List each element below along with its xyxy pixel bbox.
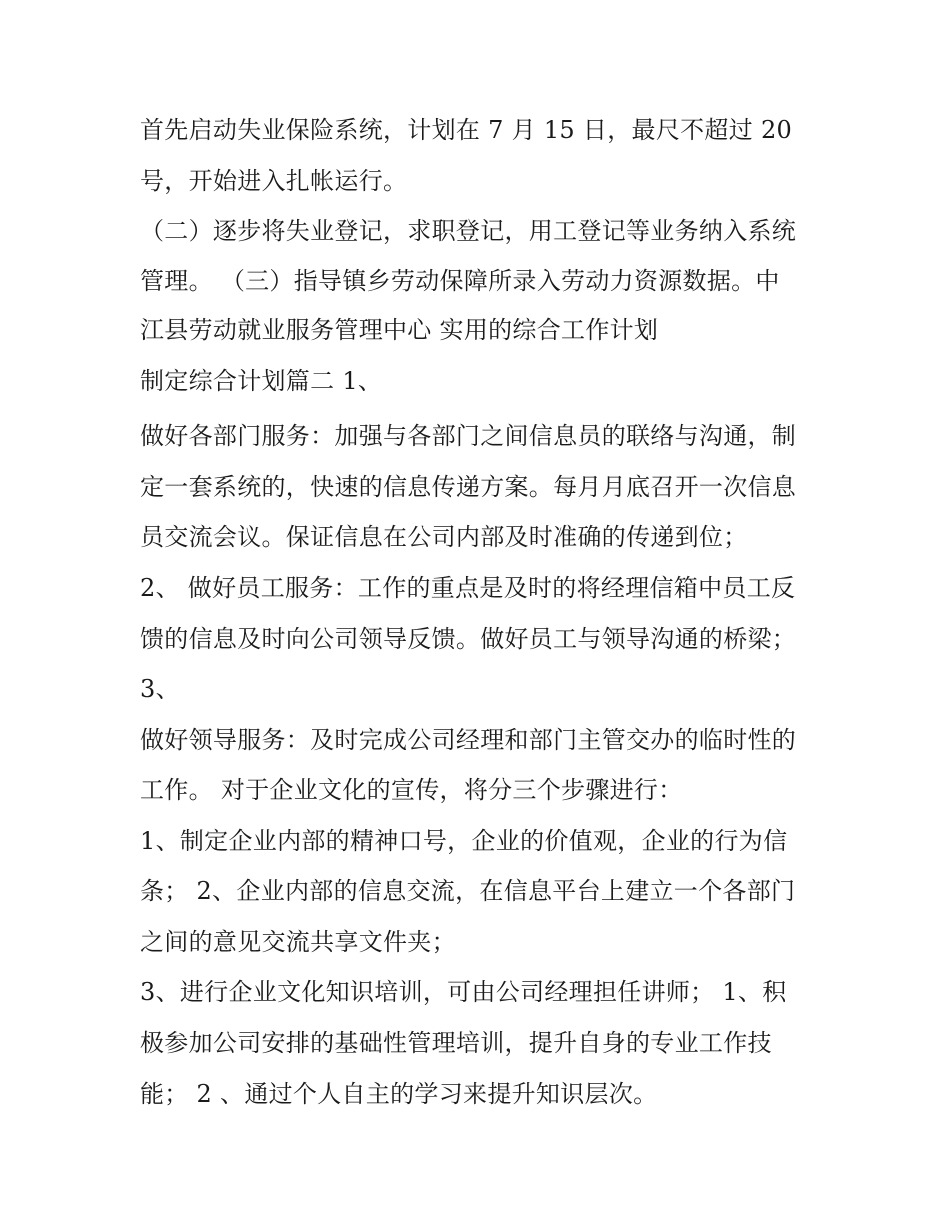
text-line: 之间的意见交流共享文件夹； — [140, 928, 456, 956]
text-line: 能； 2 、通过个人自主的学习来提升知识层次。 — [140, 1080, 658, 1108]
text-line: 制定综合计划篇二 1、 — [140, 367, 383, 395]
text-line: 条； 2、企业内部的信息交流，在信息平台上建立一个各部门 — [140, 877, 796, 905]
text-line: 2、 做好员工服务：工作的重点是及时的将经理信箱中员工反 — [140, 574, 796, 602]
text-line: 员交流会议。保证信息在公司内部及时准确的传递到位； — [140, 523, 748, 551]
text-line: 3、 — [140, 675, 180, 703]
text-line: （二）逐步将失业登记，求职登记，用工登记等业务纳入系统 — [140, 217, 797, 245]
text-line: 首先启动失业保险系统，计划在 7 月 15 日，最尺不超过 20 — [140, 116, 793, 144]
text-line: 3、进行企业文化知识培训，可由公司经理担任讲师； 1、积 — [140, 978, 787, 1006]
text-line: 极参加公司安排的基础性管理培训，提升自身的专业工作技 — [140, 1029, 772, 1057]
text-line: 江县劳动就业服务管理中心 实用的综合工作计划 — [140, 316, 659, 344]
text-line: 定一套系统的，快速的信息传递方案。每月月底召开一次信息 — [140, 473, 797, 501]
text-line: 做好领导服务：及时完成公司经理和部门主管交办的临时性的 — [140, 726, 797, 754]
text-line: 1、制定企业内部的精神口号，企业的价值观，企业的行为信 — [140, 827, 788, 855]
text-line: 做好各部门服务：加强与各部门之间信息员的联络与沟通，制 — [140, 422, 797, 450]
text-line: 号，开始进入扎帐运行。 — [140, 167, 408, 195]
text-line: 馈的信息及时向公司领导反馈。做好员工与领导沟通的桥梁； — [140, 625, 797, 653]
text-line: 管理。 （三）指导镇乡劳动保障所录入劳动力资源数据。中 — [140, 267, 780, 295]
text-line: 工作。 对于企业文化的宣传，将分三个步骤进行： — [140, 776, 683, 804]
